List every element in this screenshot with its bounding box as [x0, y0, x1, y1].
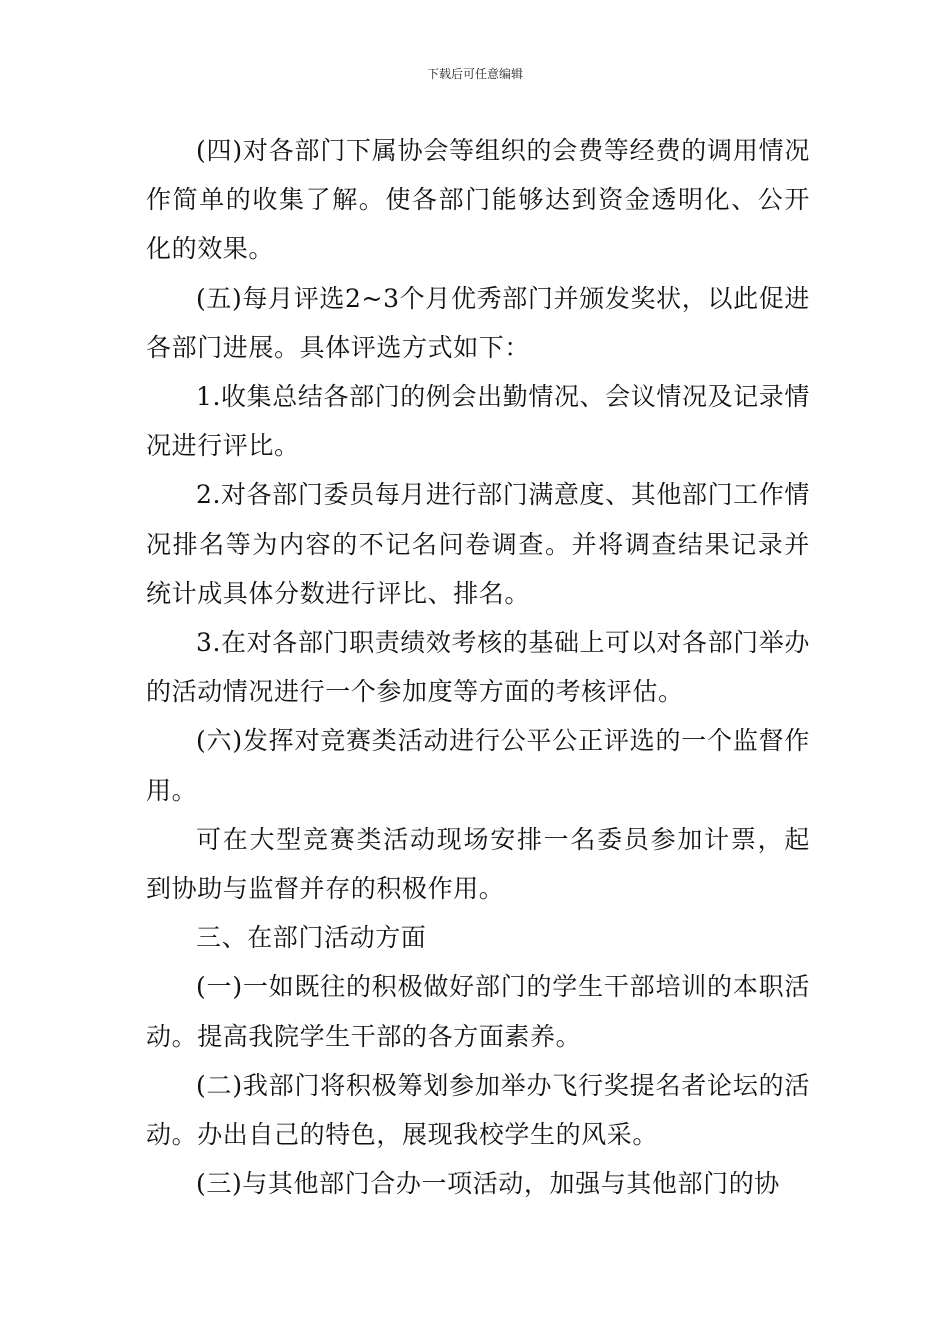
paragraph-activity-3: (三)与其他部门合办一项活动，加强与其他部门的协	[196, 1169, 780, 1199]
paragraph-5: (五)每月评选2~3个月优秀部门并颁发奖状，以此促进各部门进展。具体评选方式如下：	[146, 283, 810, 362]
paragraph-4: (四)对各部门下属协会等组织的会费等经费的调用情况作简单的收集了解。使各部门能够达到资金透明化、公开化的效果。	[146, 136, 810, 264]
paragraph-note: 可在大型竞赛类活动现场安排一名委员参加计票，起到协助与监督并存的积极作用。	[146, 824, 810, 904]
page-header: 下载后可任意编辑	[426, 67, 523, 81]
section-heading-3: 三、在部门活动方面	[196, 923, 427, 953]
paragraph-6: (六)发挥对竞赛类活动进行公平公正评选的一个监督作用。	[146, 726, 810, 805]
paragraph-activity-1: (一)一如既往的积极做好部门的学生干部培训的本职活动。提高我院学生干部的各方面素养。	[146, 972, 810, 1051]
document-body	[146, 126, 810, 1208]
paragraph-activity-2: (二)我部门将积极筹划参加举办飞行奖提名者论坛的活动。办出自己的特色，展现我校学生的风采。	[146, 1070, 810, 1150]
list-item-2: 2.对各部门委员每月进行部门满意度、其他部门工作情况排名等为内容的不记名问卷调查。并将调查结果记录并统计成具体分数进行评比、排名。	[146, 480, 810, 608]
list-item-1: 1.收集总结各部门的例会出勤情况、会议情况及记录情况进行评比。	[146, 382, 810, 461]
list-item-3: 3.在对各部门职责绩效考核的基础上可以对各部门举办的活动情况进行一个参加度等方面的考核评估。	[146, 628, 810, 707]
